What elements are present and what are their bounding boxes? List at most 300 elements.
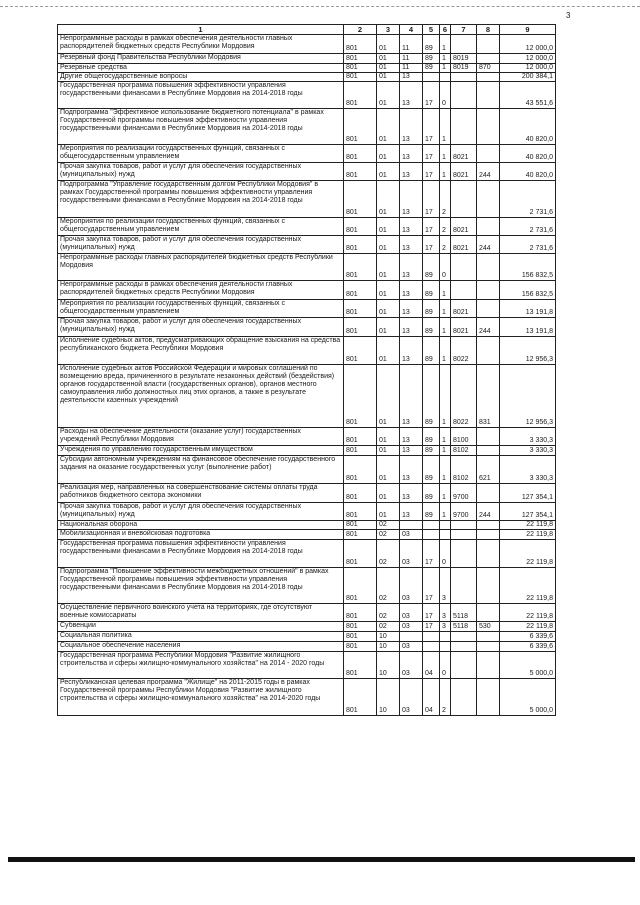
table-row <box>58 679 556 716</box>
expense-type-cell: 244 <box>477 503 500 521</box>
amount-cell: 2 731,6 <box>500 218 556 236</box>
admin-code-cell: 801 <box>344 446 377 456</box>
subsection-code-cell: 13 <box>400 446 423 456</box>
section-code-cell: 02 <box>377 530 400 540</box>
admin-code-cell: 801 <box>344 163 377 181</box>
section-code-cell: 10 <box>377 632 400 642</box>
article-code-cell: 5118 <box>451 604 477 622</box>
subsection-code-cell: 13 <box>400 281 423 300</box>
article-code-cell: 8021 <box>451 163 477 181</box>
subprogram-code-cell: 0 <box>440 652 451 679</box>
subprogram-code-cell: 1 <box>440 428 451 446</box>
section-code-cell: 01 <box>377 300 400 318</box>
program-code-cell: 89 <box>423 300 440 318</box>
subsection-code-cell: 13 <box>400 82 423 109</box>
expense-type-cell: 831 <box>477 365 500 428</box>
amount-cell: 2 731,6 <box>500 236 556 254</box>
subsection-code-cell <box>400 632 423 642</box>
article-code-cell <box>451 540 477 568</box>
expense-type-cell <box>477 73 500 82</box>
subprogram-code-cell: 1 <box>440 109 451 145</box>
article-code-cell: 8021 <box>451 145 477 163</box>
subprogram-code-cell: 1 <box>440 484 451 503</box>
table-row <box>58 236 556 254</box>
subprogram-code-cell: 1 <box>440 503 451 521</box>
program-code-cell: 17 <box>423 540 440 568</box>
section-code-cell: 01 <box>377 456 400 484</box>
article-code-cell: 5118 <box>451 622 477 632</box>
table-row <box>58 254 556 281</box>
article-code-cell: 9700 <box>451 503 477 521</box>
amount-cell: 43 551,6 <box>500 82 556 109</box>
expense-type-cell: 244 <box>477 318 500 337</box>
table-row <box>58 35 556 54</box>
section-code-cell: 10 <box>377 642 400 652</box>
program-code-cell: 17 <box>423 109 440 145</box>
subprogram-code-cell: 1 <box>440 64 451 73</box>
article-code-cell: 8019 <box>451 54 477 64</box>
expense-type-cell <box>477 337 500 365</box>
subprogram-code-cell: 1 <box>440 300 451 318</box>
item-name-cell: Субсидии автономным учреждениям на финансовое обеспечение государственного задания на оказание государственных услуг (выполнение работ) <box>58 456 344 484</box>
amount-cell: 12 000,0 <box>500 64 556 73</box>
subsection-code-cell: 13 <box>400 484 423 503</box>
table-row <box>58 163 556 181</box>
subprogram-code-cell: 1 <box>440 35 451 54</box>
admin-code-cell: 801 <box>344 642 377 652</box>
subprogram-code-cell: 1 <box>440 163 451 181</box>
admin-code-cell: 801 <box>344 540 377 568</box>
subprogram-code-cell: 1 <box>440 54 451 64</box>
expense-type-cell: 244 <box>477 236 500 254</box>
program-code-cell: 04 <box>423 679 440 716</box>
program-code-cell: 89 <box>423 446 440 456</box>
expense-type-cell <box>477 254 500 281</box>
program-code-cell: 89 <box>423 35 440 54</box>
article-code-cell <box>451 632 477 642</box>
program-code-cell: 04 <box>423 652 440 679</box>
item-name-cell: Социальное обеспечение населения <box>58 642 344 652</box>
table-row <box>58 73 556 82</box>
header-cell: 7 <box>451 25 477 35</box>
item-name-cell: Непрограммные расходы главных распорядителей бюджетных средств Республики Мордовия <box>58 254 344 281</box>
amount-cell: 127 354,1 <box>500 503 556 521</box>
table-row <box>58 281 556 300</box>
item-name-cell: Непрограммные расходы в рамках обеспечения деятельности главных распорядителей бюджетных средств Республики Мордовия <box>58 281 344 300</box>
admin-code-cell: 801 <box>344 337 377 365</box>
article-code-cell: 8021 <box>451 300 477 318</box>
program-code-cell: 89 <box>423 428 440 446</box>
amount-cell: 12 956,3 <box>500 365 556 428</box>
expense-type-cell <box>477 281 500 300</box>
section-code-cell: 01 <box>377 64 400 73</box>
amount-cell: 156 832,5 <box>500 254 556 281</box>
subsection-code-cell: 11 <box>400 35 423 54</box>
item-name-cell: Исполнение судебных актов, предусматривающих обращение взыскания на средства республиканского бюджета Республики Мордовия <box>58 337 344 365</box>
subsection-code-cell: 13 <box>400 318 423 337</box>
subprogram-code-cell: 1 <box>440 456 451 484</box>
program-code-cell: 17 <box>423 145 440 163</box>
article-code-cell: 8102 <box>451 456 477 484</box>
subsection-code-cell: 13 <box>400 337 423 365</box>
amount-cell: 40 820,0 <box>500 109 556 145</box>
table-row <box>58 218 556 236</box>
table-row <box>58 456 556 484</box>
section-code-cell: 02 <box>377 604 400 622</box>
section-code-cell: 10 <box>377 679 400 716</box>
amount-cell: 40 820,0 <box>500 145 556 163</box>
amount-cell: 12 000,0 <box>500 35 556 54</box>
subsection-code-cell: 13 <box>400 145 423 163</box>
expense-type-cell <box>477 521 500 530</box>
section-code-cell: 01 <box>377 218 400 236</box>
amount-cell: 22 119,8 <box>500 521 556 530</box>
subprogram-code-cell: 2 <box>440 679 451 716</box>
table-row <box>58 145 556 163</box>
admin-code-cell: 801 <box>344 484 377 503</box>
expense-type-cell <box>477 218 500 236</box>
article-code-cell: 9700 <box>451 484 477 503</box>
subprogram-code-cell <box>440 73 451 82</box>
item-name-cell: Мобилизационная и вневойсковая подготовка <box>58 530 344 540</box>
item-name-cell: Прочая закупка товаров, работ и услуг для обеспечения государственных (муниципальных) нужд <box>58 236 344 254</box>
admin-code-cell: 801 <box>344 35 377 54</box>
expense-type-cell <box>477 540 500 568</box>
article-code-cell <box>451 679 477 716</box>
admin-code-cell: 801 <box>344 218 377 236</box>
subsection-code-cell: 03 <box>400 604 423 622</box>
expense-type-cell <box>477 484 500 503</box>
admin-code-cell: 801 <box>344 521 377 530</box>
expense-type-cell: 530 <box>477 622 500 632</box>
item-name-cell: Республиканская целевая программа "Жилище" на 2011-2015 годы в рамках Государственной программы Республики Мордовия "Развитие жилищного строительства и сферы жилищно-коммунального хозяйства" на 2014-2020 годы <box>58 679 344 716</box>
article-code-cell <box>451 642 477 652</box>
table-row <box>58 503 556 521</box>
amount-cell: 6 339,6 <box>500 632 556 642</box>
subsection-code-cell <box>400 521 423 530</box>
admin-code-cell: 801 <box>344 300 377 318</box>
item-name-cell: Социальная политика <box>58 632 344 642</box>
subprogram-code-cell: 1 <box>440 318 451 337</box>
amount-cell: 13 191,8 <box>500 318 556 337</box>
budget-table <box>57 24 556 716</box>
section-code-cell: 01 <box>377 254 400 281</box>
item-name-cell: Резервные средства <box>58 64 344 73</box>
item-name-cell: Прочая закупка товаров, работ и услуг для обеспечения государственных (муниципальных) нужд <box>58 318 344 337</box>
item-name-cell: Расходы на обеспечение деятельности (оказание услуг) государственных учреждений Республики Мордовия <box>58 428 344 446</box>
item-name-cell: Подпрограмма "Эффективное использование бюджетного потенциала" в рамках Государственной программы повышения эффективности управления государственными финансами в Республике Мордовия на 2014-2018 годы <box>58 109 344 145</box>
article-code-cell: 8022 <box>451 337 477 365</box>
program-code-cell <box>423 530 440 540</box>
table-row <box>58 318 556 337</box>
subsection-code-cell: 13 <box>400 236 423 254</box>
amount-cell: 12 956,3 <box>500 337 556 365</box>
amount-cell: 22 119,8 <box>500 540 556 568</box>
article-code-cell: 8102 <box>451 446 477 456</box>
subprogram-code-cell: 1 <box>440 446 451 456</box>
program-code-cell: 17 <box>423 218 440 236</box>
program-code-cell: 89 <box>423 337 440 365</box>
table-row <box>58 642 556 652</box>
section-code-cell: 01 <box>377 446 400 456</box>
subsection-code-cell: 13 <box>400 254 423 281</box>
section-code-cell: 01 <box>377 181 400 218</box>
header-cell: 6 <box>440 25 451 35</box>
subsection-code-cell: 13 <box>400 109 423 145</box>
amount-cell: 3 330,3 <box>500 428 556 446</box>
table-row <box>58 64 556 73</box>
expense-type-cell <box>477 145 500 163</box>
section-code-cell: 01 <box>377 82 400 109</box>
expense-type-cell <box>477 446 500 456</box>
program-code-cell: 17 <box>423 604 440 622</box>
subprogram-code-cell: 0 <box>440 82 451 109</box>
amount-cell: 3 330,3 <box>500 446 556 456</box>
subsection-code-cell: 13 <box>400 181 423 218</box>
subsection-code-cell: 03 <box>400 622 423 632</box>
article-code-cell <box>451 281 477 300</box>
admin-code-cell: 801 <box>344 632 377 642</box>
program-code-cell: 89 <box>423 503 440 521</box>
item-name-cell: Осуществление первичного воинского учета на территориях, где отсутствуют военные комиссариаты <box>58 604 344 622</box>
subsection-code-cell: 03 <box>400 652 423 679</box>
amount-cell: 22 119,8 <box>500 622 556 632</box>
expense-type-cell: 621 <box>477 456 500 484</box>
amount-cell: 2 731,6 <box>500 181 556 218</box>
section-code-cell: 01 <box>377 503 400 521</box>
header-cell: 9 <box>500 25 556 35</box>
subprogram-code-cell <box>440 521 451 530</box>
subsection-code-cell: 03 <box>400 568 423 604</box>
item-name-cell: Мероприятия по реализации государственных функций, связанных с общегосударственным управлением <box>58 300 344 318</box>
program-code-cell: 89 <box>423 365 440 428</box>
item-name-cell: Непрограммные расходы в рамках обеспечения деятельности главных распорядителей бюджетных средств Республики Мордовия <box>58 35 344 54</box>
item-name-cell: Подпрограмма "Управление государственным долгом Республики Мордовия" в рамках Государственной программы повышения эффективности управления государственными финансами в Республике Мордовия на 2014-2018 годы <box>58 181 344 218</box>
section-code-cell: 01 <box>377 337 400 365</box>
expense-type-cell <box>477 679 500 716</box>
table-row <box>58 622 556 632</box>
table-row <box>58 540 556 568</box>
table-header-row <box>58 25 556 35</box>
expense-type-cell <box>477 568 500 604</box>
header-cell: 4 <box>400 25 423 35</box>
admin-code-cell: 801 <box>344 503 377 521</box>
subsection-code-cell: 13 <box>400 163 423 181</box>
admin-code-cell: 801 <box>344 456 377 484</box>
program-code-cell: 17 <box>423 622 440 632</box>
subprogram-code-cell: 2 <box>440 181 451 218</box>
admin-code-cell: 801 <box>344 281 377 300</box>
program-code-cell: 89 <box>423 54 440 64</box>
subsection-code-cell: 13 <box>400 218 423 236</box>
admin-code-cell: 801 <box>344 145 377 163</box>
article-code-cell <box>451 35 477 54</box>
subsection-code-cell: 13 <box>400 365 423 428</box>
expense-type-cell <box>477 300 500 318</box>
section-code-cell: 10 <box>377 652 400 679</box>
article-code-cell <box>451 530 477 540</box>
section-code-cell: 02 <box>377 622 400 632</box>
expense-type-cell <box>477 82 500 109</box>
article-code-cell <box>451 521 477 530</box>
admin-code-cell: 801 <box>344 679 377 716</box>
expense-type-cell <box>477 632 500 642</box>
article-code-cell <box>451 652 477 679</box>
article-code-cell <box>451 82 477 109</box>
header-cell: 8 <box>477 25 500 35</box>
item-name-cell: Подпрограмма "Повышение эффективности межбюджетных отношений" в рамках Государственной программы повышения эффективности управления государственными финансами в Республике Мордовия на 2014-2018 годы <box>58 568 344 604</box>
expense-type-cell: 244 <box>477 163 500 181</box>
subsection-code-cell: 03 <box>400 530 423 540</box>
expense-type-cell <box>477 604 500 622</box>
section-code-cell: 01 <box>377 236 400 254</box>
subsection-code-cell: 03 <box>400 540 423 568</box>
expense-type-cell <box>477 428 500 446</box>
section-code-cell: 01 <box>377 35 400 54</box>
admin-code-cell: 801 <box>344 54 377 64</box>
subprogram-code-cell: 2 <box>440 218 451 236</box>
header-cell: 3 <box>377 25 400 35</box>
amount-cell: 6 339,6 <box>500 642 556 652</box>
item-name-cell: Государственная программа повышения эффективности управления государственными финансами в Республике Мордовия на 2014-2018 годы <box>58 82 344 109</box>
admin-code-cell: 801 <box>344 652 377 679</box>
article-code-cell <box>451 73 477 82</box>
table-row <box>58 632 556 642</box>
item-name-cell: Субвенции <box>58 622 344 632</box>
admin-code-cell: 801 <box>344 530 377 540</box>
expense-type-cell <box>477 109 500 145</box>
subprogram-code-cell <box>440 642 451 652</box>
admin-code-cell: 801 <box>344 64 377 73</box>
amount-cell: 22 119,8 <box>500 530 556 540</box>
admin-code-cell: 801 <box>344 181 377 218</box>
section-code-cell: 01 <box>377 54 400 64</box>
program-code-cell: 89 <box>423 484 440 503</box>
program-code-cell: 89 <box>423 456 440 484</box>
amount-cell: 156 832,5 <box>500 281 556 300</box>
article-code-cell: 8021 <box>451 218 477 236</box>
program-code-cell <box>423 73 440 82</box>
subsection-code-cell: 03 <box>400 679 423 716</box>
amount-cell: 22 119,8 <box>500 604 556 622</box>
program-code-cell: 17 <box>423 181 440 218</box>
amount-cell: 13 191,8 <box>500 300 556 318</box>
subprogram-code-cell: 0 <box>440 254 451 281</box>
item-name-cell: Учреждения по управлению государственным имуществом <box>58 446 344 456</box>
section-code-cell: 02 <box>377 540 400 568</box>
table-row <box>58 604 556 622</box>
item-name-cell: Прочая закупка товаров, работ и услуг для обеспечения государственных (муниципальных) нужд <box>58 163 344 181</box>
subprogram-code-cell: 3 <box>440 568 451 604</box>
table-row <box>58 568 556 604</box>
table-row <box>58 54 556 64</box>
page-number: 3 <box>566 11 571 20</box>
item-name-cell: Национальная оборона <box>58 521 344 530</box>
article-code-cell: 8019 <box>451 64 477 73</box>
article-code-cell: 8021 <box>451 318 477 337</box>
top-edge-line <box>0 6 640 7</box>
amount-cell: 200 384,1 <box>500 73 556 82</box>
expense-type-cell <box>477 530 500 540</box>
admin-code-cell: 801 <box>344 568 377 604</box>
header-cell: 2 <box>344 25 377 35</box>
expense-type-cell <box>477 54 500 64</box>
subprogram-code-cell <box>440 632 451 642</box>
expense-type-cell <box>477 181 500 218</box>
subprogram-code-cell: 3 <box>440 604 451 622</box>
section-code-cell: 01 <box>377 145 400 163</box>
item-name-cell: Прочая закупка товаров, работ и услуг для обеспечения государственных (муниципальных) нужд <box>58 503 344 521</box>
section-code-cell: 01 <box>377 484 400 503</box>
section-code-cell: 02 <box>377 568 400 604</box>
subprogram-code-cell <box>440 530 451 540</box>
subprogram-code-cell: 1 <box>440 145 451 163</box>
section-code-cell: 02 <box>377 521 400 530</box>
table-row <box>58 428 556 446</box>
subprogram-code-cell: 0 <box>440 540 451 568</box>
table-row <box>58 337 556 365</box>
section-code-cell: 01 <box>377 365 400 428</box>
section-code-cell: 01 <box>377 163 400 181</box>
table-row <box>58 300 556 318</box>
table-row <box>58 365 556 428</box>
item-name-cell: Реализация мер, направленных на совершенствование системы оплаты труда работников бюджетного сектора экономики <box>58 484 344 503</box>
header-cell: 1 <box>58 25 344 35</box>
subprogram-code-cell: 3 <box>440 622 451 632</box>
subprogram-code-cell: 1 <box>440 337 451 365</box>
admin-code-cell: 801 <box>344 318 377 337</box>
admin-code-cell: 801 <box>344 365 377 428</box>
program-code-cell: 89 <box>423 254 440 281</box>
admin-code-cell: 801 <box>344 254 377 281</box>
table-row <box>58 530 556 540</box>
amount-cell: 40 820,0 <box>500 163 556 181</box>
section-code-cell: 01 <box>377 281 400 300</box>
item-name-cell: Мероприятия по реализации государственных функций, связанных с общегосударственным управлением <box>58 145 344 163</box>
program-code-cell: 17 <box>423 163 440 181</box>
item-name-cell: Резервный фонд Правительства Республики Мордовия <box>58 54 344 64</box>
expense-type-cell <box>477 35 500 54</box>
expense-type-cell: 870 <box>477 64 500 73</box>
expense-type-cell <box>477 652 500 679</box>
subsection-code-cell: 11 <box>400 64 423 73</box>
header-cell: 5 <box>423 25 440 35</box>
table-row <box>58 109 556 145</box>
subprogram-code-cell: 1 <box>440 281 451 300</box>
article-code-cell: 8021 <box>451 236 477 254</box>
program-code-cell: 17 <box>423 236 440 254</box>
item-name-cell: Государственная программа повышения эффективности управления государственными финансами в Республике Мордовия на 2014-2018 годы <box>58 540 344 568</box>
subsection-code-cell: 13 <box>400 300 423 318</box>
admin-code-cell: 801 <box>344 73 377 82</box>
amount-cell: 127 354,1 <box>500 484 556 503</box>
section-code-cell: 01 <box>377 428 400 446</box>
admin-code-cell: 801 <box>344 82 377 109</box>
article-code-cell <box>451 109 477 145</box>
subsection-code-cell: 13 <box>400 456 423 484</box>
article-code-cell: 8100 <box>451 428 477 446</box>
subsection-code-cell: 11 <box>400 54 423 64</box>
program-code-cell <box>423 632 440 642</box>
admin-code-cell: 801 <box>344 622 377 632</box>
subsection-code-cell: 03 <box>400 642 423 652</box>
item-name-cell: Мероприятия по реализации государственных функций, связанных с общегосударственным управлением <box>58 218 344 236</box>
table-row <box>58 521 556 530</box>
table-row <box>58 652 556 679</box>
amount-cell: 5 000,0 <box>500 679 556 716</box>
table-row <box>58 82 556 109</box>
section-code-cell: 01 <box>377 109 400 145</box>
